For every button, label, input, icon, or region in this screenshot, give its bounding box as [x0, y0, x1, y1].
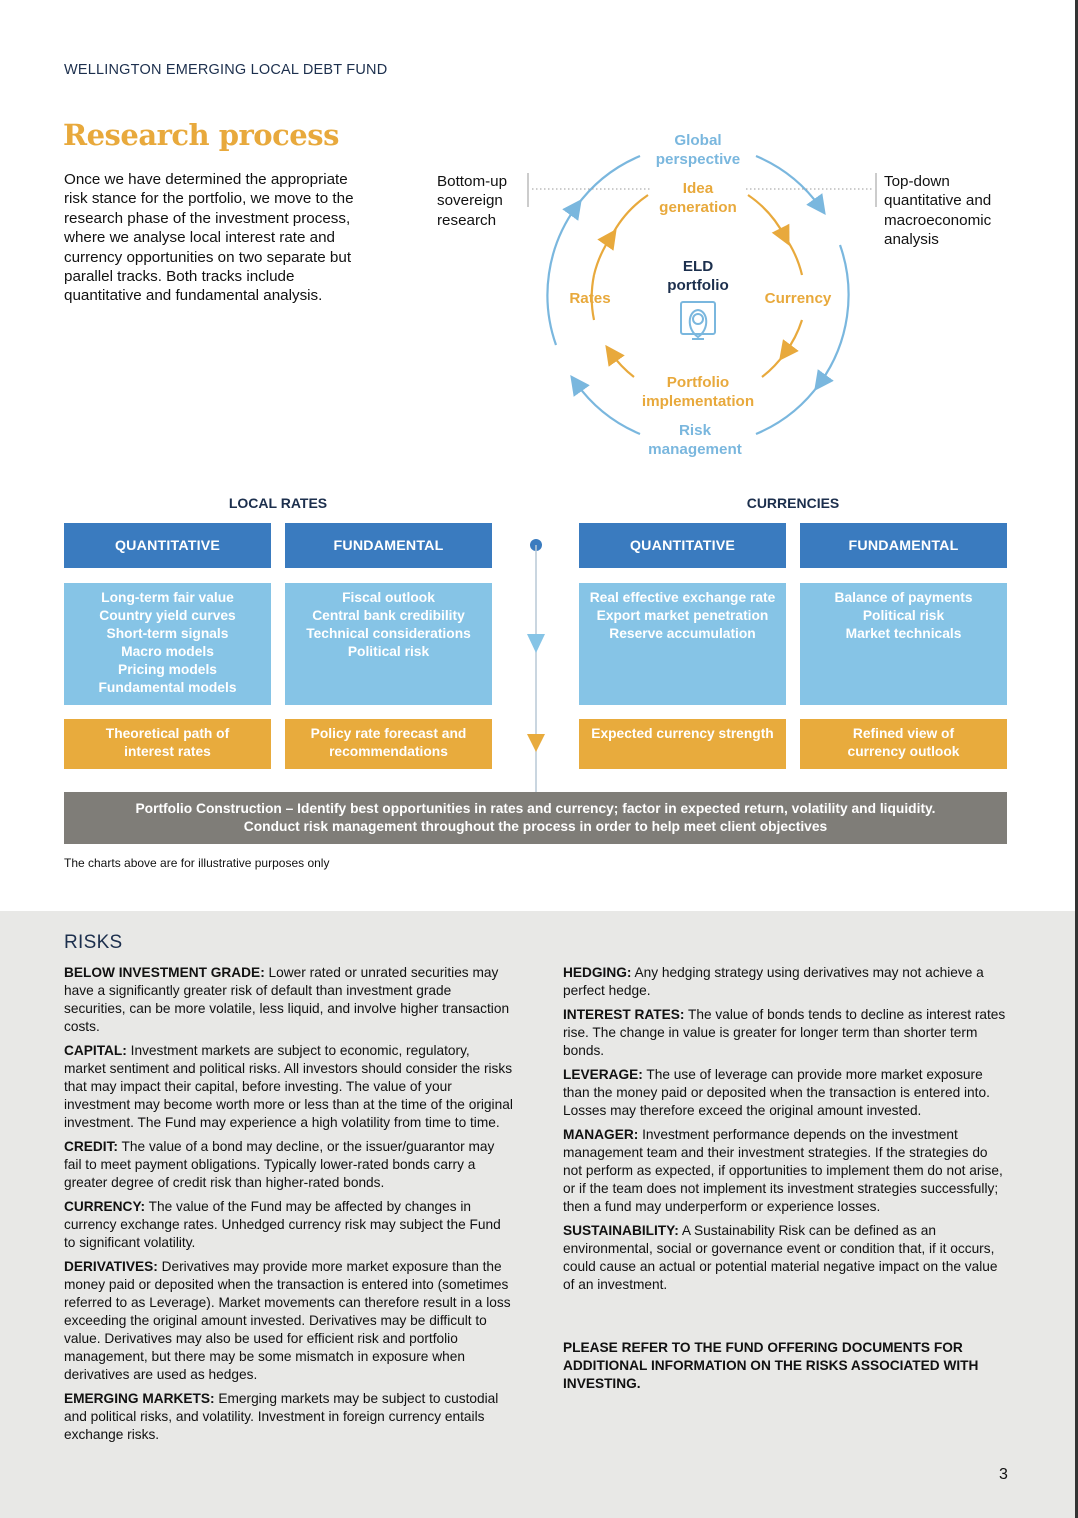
risk-item: BELOW INVESTMENT GRADE: Lower rated or unrated securities may have a significantly greater risk of default than investment grade securities, can be more volatile, less liquid, and involve higher transaction costs.	[64, 965, 510, 1034]
refer-offering-documents: PLEASE REFER TO THE FUND OFFERING DOCUMENTS FOR ADDITIONAL INFORMATION ON THE RISKS ASSOCIATED WITH INVESTING.	[563, 1340, 979, 1391]
local-rates-fundamental-items: Fiscal outlook Central bank credibility Technical considerations Political risk	[285, 583, 492, 705]
inner-arc-right-upper	[785, 237, 802, 275]
outer-arc-left	[547, 207, 576, 345]
portfolio-implementation-label: Portfolio implementation	[641, 374, 755, 411]
risk-item: CAPITAL: Investment markets are subject to economic, regulatory, market sentiment and political risks. All investors should consider the risks that may impact their capital, before investing. The value of your investment may become worth more or less than at the time of the original investment. The Fund may experience a high volatility from time to time.	[64, 1043, 513, 1130]
risks-left-column	[64, 964, 514, 1450]
fund-name-header: WELLINGTON EMERGING LOCAL DEBT FUND	[64, 62, 388, 78]
risk-item: INTEREST RATES: The value of bonds tends to decline as interest rates rise. The change in value is greater for longer term than shorter term bonds.	[563, 1007, 1006, 1058]
eld-portfolio-label: ELD portfolio	[667, 258, 729, 295]
currency-label: Currency	[764, 290, 832, 307]
currencies-quantitative-items: Real effective exchange rate Export market penetration Reserve accumulation	[579, 583, 786, 705]
portfolio-target-icon	[681, 302, 715, 339]
bottom-up-label: Bottom-up sovereign research	[437, 173, 508, 229]
global-perspective-label: Global perspective	[655, 132, 741, 169]
currencies-quantitative-header: QUANTITATIVE	[579, 523, 786, 568]
risk-item: MANAGER: Investment performance depends on the investment management team and their investment strategies. If the strategies do not perform as expected, if opportunities to implement them do not arise, or if the team does not implement its investment strategies successfully; then a fund may underperform or experience losses.	[563, 1127, 1003, 1214]
page-title: Research process	[63, 118, 339, 152]
risk-item: DERIVATIVES: Derivatives may provide more market exposure than the money paid or deposited when the transaction is entered into (sometimes referred to as Leverage). Market movements can therefore result in a loss exceeding the original amount invested. Derivatives may be difficult to value. Derivatives may also be used for efficient risk and portfolio management, but there may be some mismatch in exposure when derivatives are used as hedges.	[64, 1259, 511, 1382]
page-number: 3	[999, 1466, 1008, 1483]
portfolio-construction-bar: Portfolio Construction – Identify best opportunities in rates and currency; factor in expected return, volatility and liquidity. Conduct risk management throughout the process in order to help meet client objectives	[64, 792, 1007, 844]
inner-arc-right-lower	[785, 320, 802, 353]
flow-arrow-gold	[527, 734, 545, 752]
local-rates-quantitative-items: Long-term fair value Country yield curves Short-term signals Macro models Pricing models Fundamental models	[64, 583, 271, 705]
risks-right-column	[563, 964, 1010, 1300]
inner-arc-left-upper	[594, 237, 611, 275]
risk-item: HEDGING: Any hedging strategy using derivatives may not achieve a perfect hedge.	[563, 965, 984, 998]
risk-item: EMERGING MARKETS: Emerging markets may be subject to custodial and political risks, and volatility. Investment in foreign currency entails exchange risks.	[64, 1391, 499, 1442]
local-rates-fundamental-outcome: Policy rate forecast and recommendations	[285, 719, 492, 769]
risk-item: LEVERAGE: The use of leverage can provide more market exposure than the money paid or deposited when the transaction is entered into. Losses may therefore exceed the original amount invested.	[563, 1067, 990, 1118]
process-flow-line	[522, 536, 552, 794]
currencies-fundamental-outcome: Refined view of currency outlook	[800, 719, 1007, 769]
top-down-label: Top-down quantitative and macroeconomic analysis	[884, 173, 992, 249]
outer-arc-right	[820, 245, 849, 383]
currencies-fundamental-header: FUNDAMENTAL	[800, 523, 1007, 568]
local-rates-quantitative-outcome: Theoretical path of interest rates	[64, 719, 271, 769]
idea-generation-label: Idea generation	[659, 180, 737, 217]
risk-management-label: Risk management	[648, 422, 742, 459]
local-rates-fundamental-header: FUNDAMENTAL	[285, 523, 492, 568]
flow-arrow-blue	[527, 634, 545, 653]
currencies-quantitative-outcome: Expected currency strength	[579, 719, 786, 769]
intro-paragraph: Once we have determined the appropriate risk stance for the portfolio, we move to the research phase of the investment process, where we analyse local interest rate and currency opportunities on two separate but parallel tracks. Both tracks include quantitative and fundamental analysis.	[64, 171, 354, 305]
risk-item: SUSTAINABILITY: A Sustainability Risk can be defined as an environmental, social or governance event or condition that, if it occurs, could cause an actual or potential material negative impact on the value of an investment.	[563, 1223, 998, 1292]
risks-title: RISKS	[64, 932, 123, 953]
currencies-heading: CURRENCIES	[746, 495, 840, 511]
risk-item: CURRENCY: The value of the Fund may be affected by changes in currency exchange rates. Unhedged currency risk may subject the Fund to significant volatility.	[64, 1199, 501, 1250]
illustrative-note: The charts above are for illustrative purposes only	[64, 856, 330, 870]
risk-item: CREDIT: The value of a bond may decline, or the issuer/guarantor may fail to meet payment obligations. Typically lower-rated bonds carry a greater degree of credit risk than higher-rated bonds.	[64, 1139, 495, 1190]
rates-label: Rates	[569, 290, 611, 307]
local-rates-quantitative-header: QUANTITATIVE	[64, 523, 271, 568]
local-rates-heading: LOCAL RATES	[228, 495, 328, 511]
currencies-fundamental-items: Balance of payments Political risk Market technicals	[800, 583, 1007, 705]
